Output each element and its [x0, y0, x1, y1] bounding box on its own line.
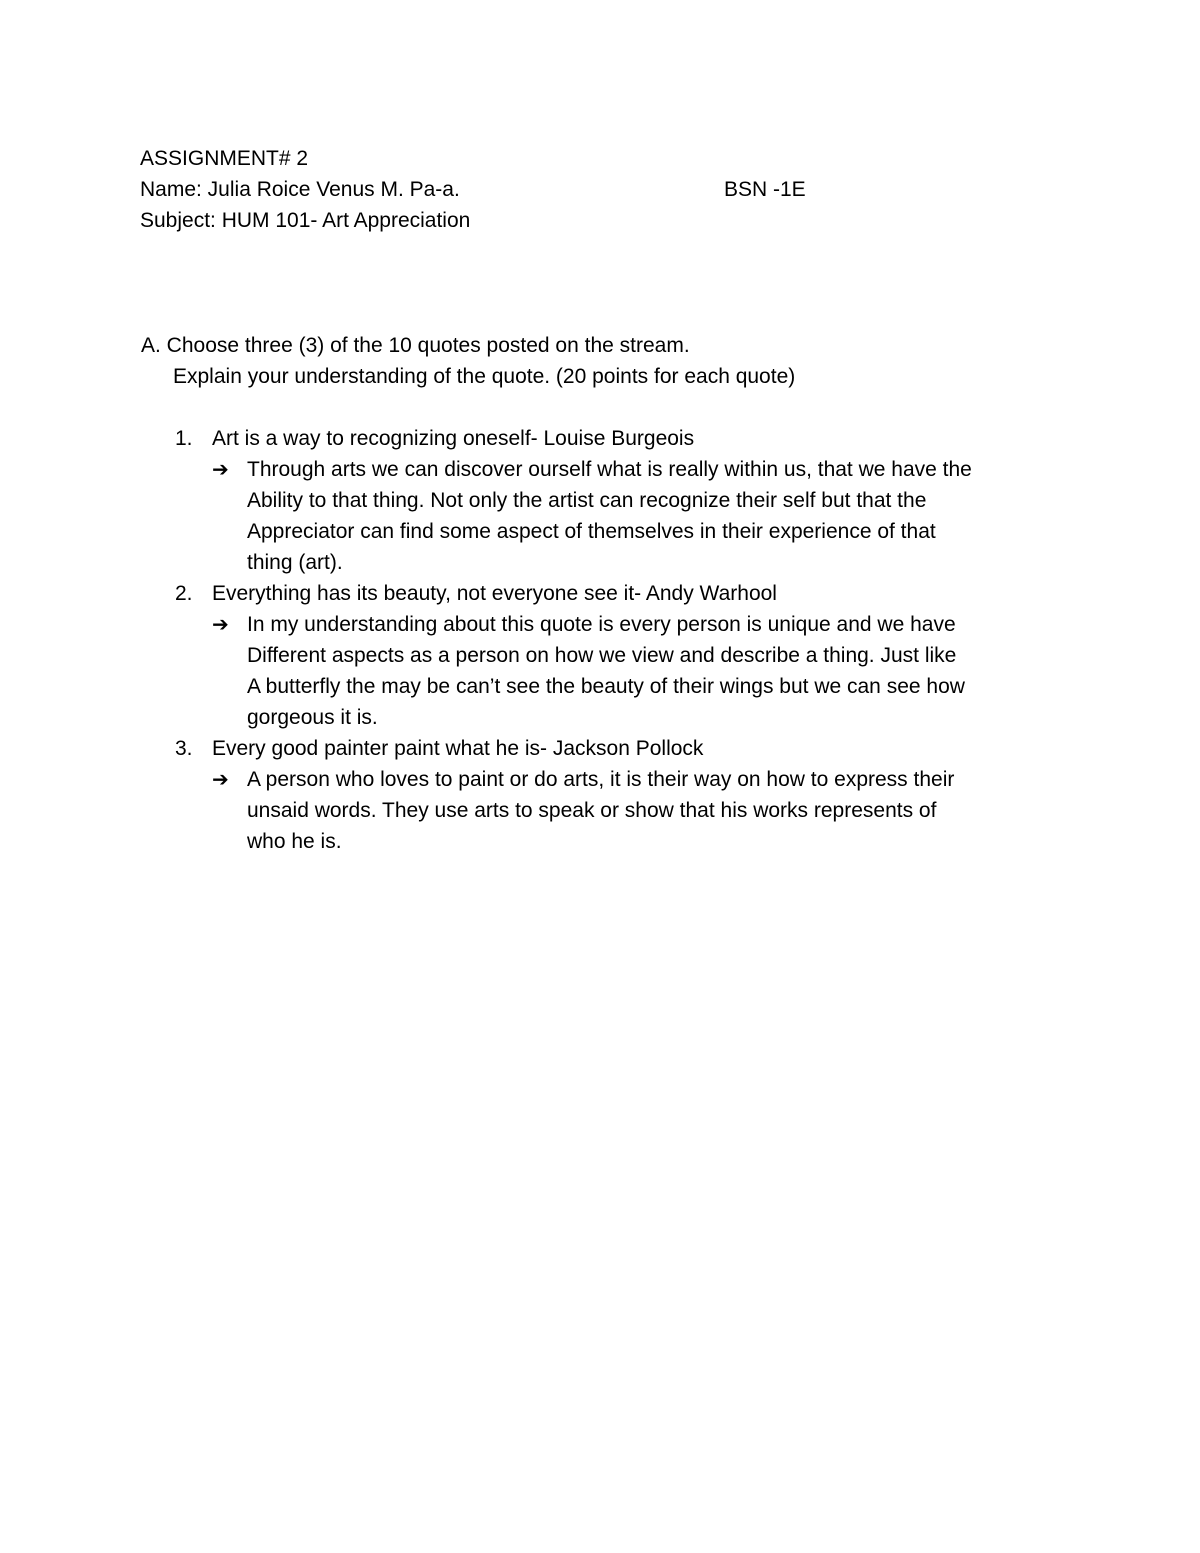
- instruction-subline: Explain your understanding of the quote. (20 points for each quote): [173, 365, 796, 388]
- explanation-text: Ability to that thing. Not only the artist can recognize their self but that the: [247, 489, 927, 512]
- explanation-text: Different aspects as a person on how we view and describe a thing. Just like: [247, 644, 957, 667]
- explanation-text: gorgeous it is.: [247, 706, 378, 729]
- explanation-text: A butterfly the may be can’t see the beauty of their wings but we can see how: [247, 675, 965, 698]
- arrow-bullet-icon: ➔: [212, 767, 229, 791]
- explanation-line: [0, 454, 1200, 485]
- student-name: Name: Julia Roice Venus M. Pa-a.: [140, 178, 460, 201]
- quote-title: Art is a way to recognizing oneself- Louise Burgeois: [212, 427, 695, 450]
- list-number: 2.: [175, 582, 193, 605]
- arrow-bullet-icon: ➔: [212, 612, 229, 636]
- assignment-title: ASSIGNMENT# 2: [140, 147, 309, 170]
- list-item-3: [0, 733, 1200, 764]
- list-item-1: [0, 423, 1200, 454]
- explanation-text: A person who loves to paint or do arts, it is their way on how to express their: [247, 768, 955, 791]
- explanation-line: [0, 764, 1200, 795]
- quote-title: Everything has its beauty, not everyone see it- Andy Warhool: [212, 582, 777, 605]
- explanation-text: Through arts we can discover ourself what is really within us, that we have the: [247, 458, 972, 481]
- quote-title: Every good painter paint what he is- Jackson Pollock: [212, 737, 704, 760]
- explanation-text: In my understanding about this quote is every person is unique and we have: [247, 613, 956, 636]
- explanation-text: who he is.: [247, 830, 342, 853]
- list-item-2: [0, 578, 1200, 609]
- explanation-text: thing (art).: [247, 551, 343, 574]
- list-number: 1.: [175, 427, 193, 450]
- student-section: BSN -1E: [724, 178, 806, 201]
- instruction-heading: A. Choose three (3) of the 10 quotes posted on the stream.: [141, 334, 690, 357]
- subject-line: Subject: HUM 101- Art Appreciation: [140, 209, 471, 232]
- list-number: 3.: [175, 737, 193, 760]
- explanation-text: unsaid words. They use arts to speak or show that his works represents of: [247, 799, 937, 822]
- student-name-row: [140, 174, 460, 205]
- explanation-line: [0, 609, 1200, 640]
- explanation-text: Appreciator can find some aspect of themselves in their experience of that: [247, 520, 936, 543]
- arrow-bullet-icon: ➔: [212, 457, 229, 481]
